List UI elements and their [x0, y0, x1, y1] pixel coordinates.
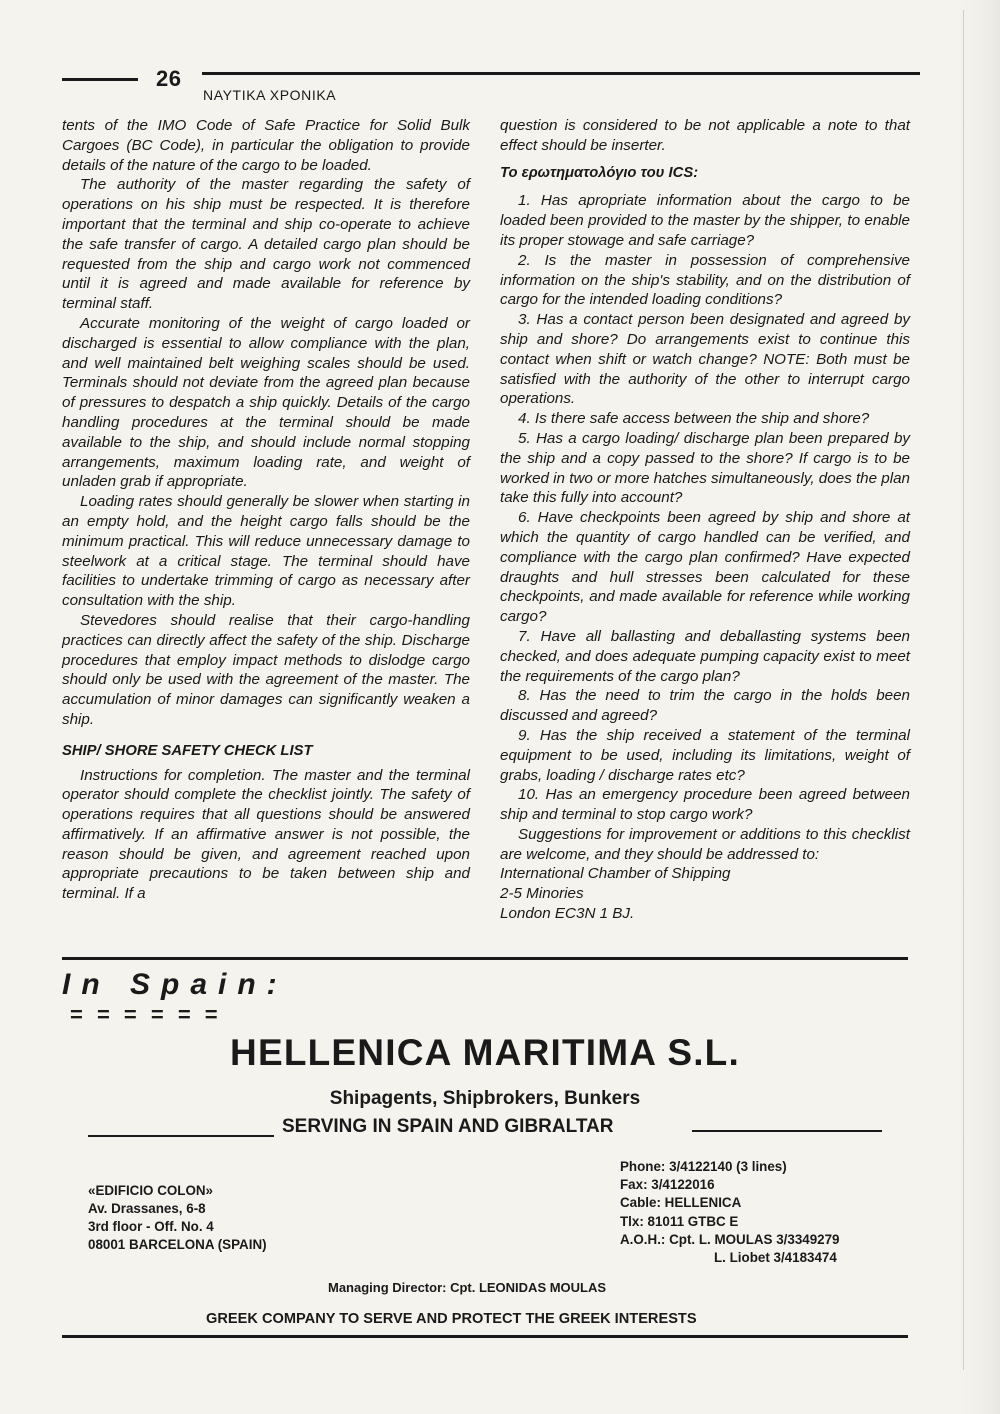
contact-line: Fax: 3/4122016 — [620, 1177, 715, 1193]
ad-label: In Spain: — [62, 968, 288, 1001]
ad-label-underline: = = = = = = — [70, 1002, 222, 1027]
contact-line: Phone: 3/4122140 (3 lines) — [620, 1159, 787, 1174]
address-line: «EDIFICIO COLON» — [88, 1183, 213, 1198]
scan-edge-line — [963, 10, 964, 1370]
checklist-question: 2. Is the master in possession of comprehensive information on the ship's stability, and on the distribution of cargo for the intended loading conditions? — [500, 251, 910, 309]
right-column — [500, 116, 910, 924]
paragraph: Suggestions for improvement or additions to this checklist are welcome, and they should be addressed to: — [500, 825, 910, 863]
company-services: Shipagents, Shipbrokers, Bunkers — [329, 1088, 641, 1109]
address-line: 08001 BARCELONA (SPAIN) — [88, 1237, 267, 1252]
serving-rule-right — [692, 1130, 882, 1132]
paragraph: Instructions for completion. The master and the terminal operator should complete the checklist jointly. The safety of operations requires that all questions should be answered affirmatively. If an affirmative answer is not possible, the reason should be given, and agreement reached upon appropriate precautions to be taken between ship and terminal. If a — [62, 766, 470, 903]
scan-edge-shadow — [958, 0, 1000, 1414]
paragraph: The authority of the master regarding the safety of operations on his ship must be respected. It is therefore important that the terminal and ship co-operate to achieve the safe transfer of cargo. A detailed cargo plan should be requested from the ship and cargo work not commenced until it is agreed and made available for reference by terminal staff. — [62, 176, 470, 313]
paragraph: Stevedores should realise that their cargo-handling practices can directly affect the safety of the ship. Discharge procedures that employ impact methods to dislodge cargo should only be used with the agreement of the master. The accumulation of minor damages can significantly weaken a ship. — [62, 611, 470, 728]
checklist-question: 1. Has apropriate information about the cargo to be loaded been provided to the master by the shipper, to enable its proper stowage and safe carriage? — [500, 192, 910, 249]
contact-line: Tlx: 81011 GTBC E — [620, 1213, 739, 1229]
serving-text: SERVING IN SPAIN AND GIBRALTAR — [282, 1116, 614, 1137]
paragraph: Accurate monitoring of the weight of cargo loaded or discharged is essential to allow compliance with the plan, and well maintained belt weighing scales should be used. Terminals should not deviate from the agreed plan because of pressures to despatch a ship quickly. Details of the cargo handling procedures at the terminal should be made available to the ship, and should include normal stopping arrangements, maximum loading rate, and weight of unladen grab if appropriate. — [62, 314, 470, 491]
checklist-question: 5. Has a cargo loading/ discharge plan been prepared by the ship and a copy passed to the shore? If cargo is to be worked in two or more hatches simultaneously, does the plan take this fully into account? — [500, 429, 910, 507]
address-line: London EC3N 1 BJ. — [500, 905, 635, 923]
contact-line: Cable: HELLENICA — [620, 1195, 742, 1211]
company-name: HELLENICA MARITIMA S.L. — [230, 1032, 740, 1073]
checklist-question: 7. Have all ballasting and deballasting systems been checked, and does adequate pumping capacity exist to meet the requirements of the cargo plan? — [500, 627, 910, 685]
company-contacts — [620, 1158, 840, 1267]
company-address — [88, 1182, 267, 1254]
paragraph: question is considered to be not applicable a note to that effect should be inserter. — [500, 117, 910, 154]
ad-top-rule — [62, 957, 908, 960]
address-line: 2-5 Minories — [500, 885, 584, 903]
page-number: 26 — [156, 66, 182, 91]
paragraph: tents of the IMO Code of Safe Practice for Solid Bulk Cargoes (BC Code), in particular the obligation to provide details of the nature of the cargo to be loaded. — [62, 117, 470, 174]
paragraph: Loading rates should generally be slower when starting in an empty hold, and the height cargo falls should be the minimum practical. This will reduce unnecessary damage to steelwork at a critical stage. The terminal should have facilities to undertake trimming of cargo as necessary after consultation with the ship. — [62, 493, 470, 610]
checklist-question: 9. Has the ship received a statement of the terminal equipment to be used, including its limitations, weight of grabs, loading / discharge rates etc? — [500, 726, 910, 784]
contact-line: A.O.H.: Cpt. L. MOULAS 3/3349279 — [620, 1231, 840, 1247]
address-line: Av. Drassanes, 6-8 — [88, 1201, 206, 1216]
company-slogan: GREEK COMPANY TO SERVE AND PROTECT THE GREEK INTERESTS — [206, 1311, 697, 1327]
address-line: International Chamber of Shipping — [500, 865, 731, 883]
header-rule-right — [202, 72, 920, 75]
header-rule-left — [62, 78, 138, 81]
questionnaire-heading: Το ερωτηματολόγιο του ICS: — [500, 164, 699, 181]
address-line: 3rd floor - Off. No. 4 — [88, 1219, 214, 1234]
section-heading: SHIP/ SHORE SAFETY CHECK LIST — [62, 742, 313, 759]
serving-rule-left — [88, 1135, 274, 1137]
checklist-question: 6. Have checkpoints been agreed by ship and shore at which the quantity of cargo handled can be verified, and compliance with the cargo plan confirmed? Have expected draughts and hull stresses been calculated for these checkpoints, and made available for reference while working cargo? — [500, 509, 910, 626]
checklist-question: 10. Has an emergency procedure been agreed between ship and terminal to stop cargo work? — [500, 786, 910, 824]
checklist-question: 4. Is there safe access between the ship and shore? — [518, 410, 870, 428]
contact-line: L. Liobet 3/4183474 — [714, 1250, 837, 1266]
ad-bottom-rule — [62, 1335, 908, 1338]
managing-director: Managing Director: Cpt. LEONIDAS MOULAS — [328, 1280, 607, 1295]
checklist-question: 8. Has the need to trim the cargo in the holds been discussed and agreed? — [500, 687, 910, 725]
left-column — [62, 116, 470, 904]
journal-title: ΝΑΥΤΙΚΑ ΧΡΟΝΙΚΑ — [203, 87, 337, 103]
checklist-question: 3. Has a contact person been designated and agreed by ship and shore? Do arrangements exist to continue this contact when shift or watch change? NOTE: Both must be satisfied with the authority of the other to interrupt cargo operations. — [500, 311, 910, 408]
